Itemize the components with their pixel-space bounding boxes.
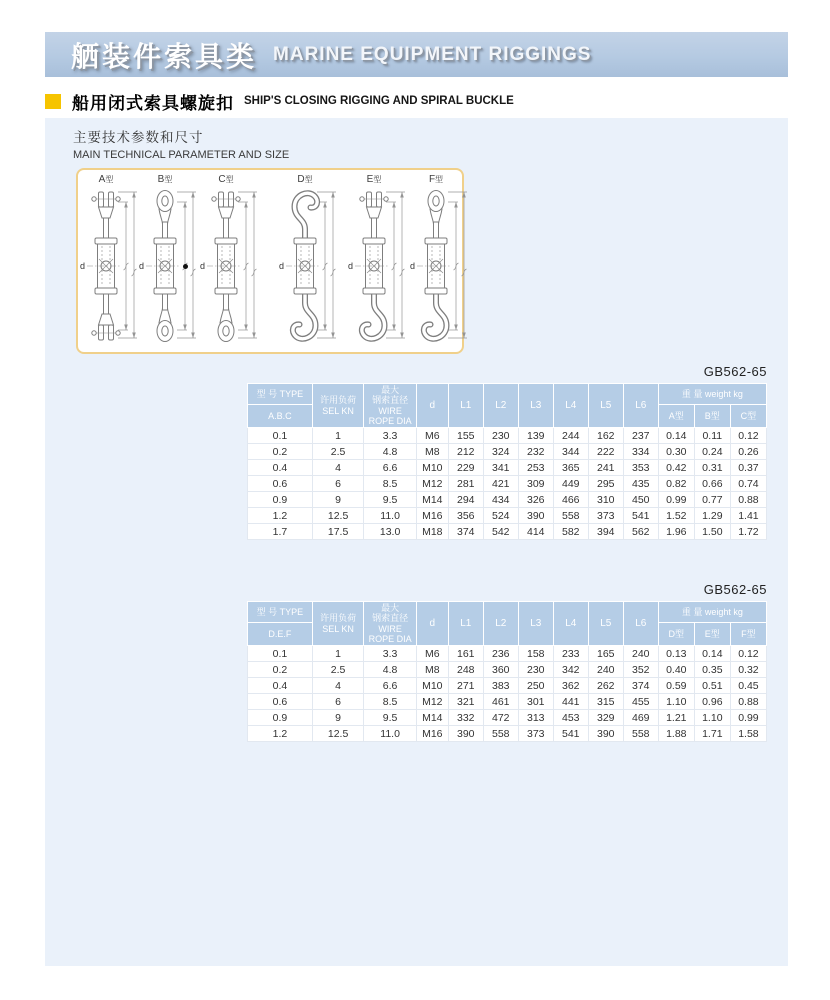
table-row	[248, 476, 767, 492]
table-cell: 383	[483, 678, 518, 694]
dimension-lines	[118, 192, 137, 338]
table-cell: 374	[448, 524, 483, 540]
table-cell: 434	[483, 492, 518, 508]
table-cell: 1	[312, 646, 363, 662]
col-header-weight: 重 量 weight kg	[658, 602, 766, 623]
table-cell: 582	[553, 524, 588, 540]
col-header-l3: L3	[518, 602, 553, 646]
table-cell: 1	[312, 428, 363, 444]
table-cell: 390	[448, 726, 483, 742]
svg-text:d: d	[279, 261, 285, 271]
table-cell: 0.74	[730, 476, 766, 492]
table-cell: 1.7	[248, 524, 313, 540]
yellow-square-icon	[45, 94, 61, 109]
content-panel	[45, 118, 788, 966]
table-cell: 2.5	[312, 662, 363, 678]
table-row	[248, 444, 767, 460]
col-header-weight-sub-2: F型	[730, 622, 766, 646]
col-header-l3: L3	[518, 384, 553, 428]
table-cell: 0.24	[694, 444, 730, 460]
table-cell: 362	[553, 678, 588, 694]
table-cell: 4	[312, 678, 363, 694]
table-cell: 0.35	[694, 662, 730, 678]
svg-text:d: d	[348, 261, 354, 271]
table-cell: 352	[623, 662, 658, 678]
table-cell: 240	[623, 646, 658, 662]
col-header-type: 型 号 TYPE	[248, 384, 313, 405]
banner-title-en: MARINE EQUIPMENT RIGGINGS	[273, 43, 592, 65]
table-cell: 1.88	[658, 726, 694, 742]
table-cell: 334	[623, 444, 658, 460]
turnbuckle-figure-d	[279, 174, 339, 346]
figure-label: A型	[98, 174, 114, 185]
params-heading-zh: 主要技术参数和尺寸	[73, 130, 204, 145]
table-row	[248, 508, 767, 524]
table-cell: 1.52	[658, 508, 694, 524]
col-header-weight-sub-0: D型	[658, 622, 694, 646]
col-header-weight-sub-2: C型	[730, 404, 766, 428]
table-cell: M8	[416, 662, 448, 678]
table-cell: 0.32	[730, 662, 766, 678]
table-cell: 241	[588, 460, 623, 476]
table-cell: 353	[623, 460, 658, 476]
table-cell: 1.2	[248, 508, 313, 524]
table-cell: 0.14	[694, 646, 730, 662]
dimension-lines	[238, 192, 257, 338]
table-row	[248, 726, 767, 742]
table-cell: 232	[518, 444, 553, 460]
table-cell: 0.12	[730, 428, 766, 444]
table-cell: 294	[448, 492, 483, 508]
table-cell: 237	[623, 428, 658, 444]
table-cell: 230	[483, 428, 518, 444]
table-cell: 11.0	[364, 508, 417, 524]
table-cell: 524	[483, 508, 518, 524]
ink-dot	[183, 264, 188, 269]
table-cell: 230	[518, 662, 553, 678]
table-row	[248, 678, 767, 694]
table-cell: M8	[416, 444, 448, 460]
col-header-d: d	[416, 602, 448, 646]
table-cell: 17.5	[312, 524, 363, 540]
table-cell: 0.1	[248, 428, 313, 444]
table-cell: 394	[588, 524, 623, 540]
table-cell: 240	[588, 662, 623, 678]
table-cell: 332	[448, 710, 483, 726]
table-cell: 244	[553, 428, 588, 444]
table-cell: 165	[588, 646, 623, 662]
table-cell: 1.21	[658, 710, 694, 726]
dimension-lines	[386, 192, 405, 338]
params-heading-en: MAIN TECHNICAL PARAMETER AND SIZE	[73, 149, 290, 161]
table-cell: 9.5	[364, 710, 417, 726]
col-header-wire-dia: 最大 钢索直径 WIRE ROPE DIA	[364, 384, 417, 428]
technical-drawing-box	[76, 168, 464, 354]
col-header-l2: L2	[483, 384, 518, 428]
table-cell: M14	[416, 710, 448, 726]
table-cell: 162	[588, 428, 623, 444]
table-cell: 1.10	[658, 694, 694, 710]
table-cell: 1.41	[730, 508, 766, 524]
table-row	[248, 694, 767, 710]
table-cell: 373	[518, 726, 553, 742]
table-cell: 356	[448, 508, 483, 524]
svg-text:d: d	[80, 261, 86, 271]
figure-label: C型	[218, 174, 234, 185]
table-cell: 541	[553, 726, 588, 742]
table-cell: 1.71	[694, 726, 730, 742]
col-header-weight-sub-1: B型	[694, 404, 730, 428]
table-cell: 236	[483, 646, 518, 662]
table-row	[248, 662, 767, 678]
figure-label: D型	[297, 174, 313, 185]
table-cell: 441	[553, 694, 588, 710]
dimension-lines	[317, 192, 336, 338]
table-cell: 9.5	[364, 492, 417, 508]
table-cell: 453	[553, 710, 588, 726]
table-cell: 341	[483, 460, 518, 476]
table-cell: 6	[312, 694, 363, 710]
col-header-l5: L5	[588, 384, 623, 428]
table-cell: 0.1	[248, 646, 313, 662]
table-cell: 229	[448, 460, 483, 476]
figure-label: F型	[428, 174, 444, 185]
table-cell: 326	[518, 492, 553, 508]
table-cell: 558	[623, 726, 658, 742]
svg-text:d: d	[410, 261, 416, 271]
col-header-type-sub: D.E.F	[248, 622, 313, 646]
table-cell: 0.30	[658, 444, 694, 460]
table-cell: 0.45	[730, 678, 766, 694]
turnbuckle-figure-e	[348, 174, 408, 346]
table-cell: 11.0	[364, 726, 417, 742]
table-cell: 0.51	[694, 678, 730, 694]
col-header-wire-dia: 最大 钢索直径 WIRE ROPE DIA	[364, 602, 417, 646]
turnbuckle-drawing	[410, 186, 470, 346]
table-cell: 6	[312, 476, 363, 492]
col-header-l4: L4	[553, 602, 588, 646]
table-cell: 222	[588, 444, 623, 460]
table-cell: 360	[483, 662, 518, 678]
params-heading	[73, 126, 289, 161]
table-cell: 281	[448, 476, 483, 492]
svg-text:d: d	[200, 261, 206, 271]
section-title-zh: 船用闭式索具螺旋扣	[72, 93, 234, 113]
table-cell: 1.10	[694, 710, 730, 726]
table-cell: 161	[448, 646, 483, 662]
table-cell: 562	[623, 524, 658, 540]
table-cell: 449	[553, 476, 588, 492]
table-cell: 2.5	[312, 444, 363, 460]
section-header	[45, 91, 514, 111]
table-cell: 0.9	[248, 710, 313, 726]
table-cell: 0.31	[694, 460, 730, 476]
table-cell: M18	[416, 524, 448, 540]
svg-text:d: d	[139, 261, 145, 271]
table-cell: 8.5	[364, 694, 417, 710]
table-cell: 6.6	[364, 460, 417, 476]
table-cell: 0.42	[658, 460, 694, 476]
table-cell: 1.72	[730, 524, 766, 540]
table-cell: M6	[416, 646, 448, 662]
table-cell: 541	[623, 508, 658, 524]
table-cell: 0.40	[658, 662, 694, 678]
col-header-l6: L6	[623, 384, 658, 428]
col-header-d: d	[416, 384, 448, 428]
col-header-type-sub: A.B.C	[248, 404, 313, 428]
section-title-en: SHIP'S CLOSING RIGGING AND SPIRAL BUCKLE	[244, 95, 514, 107]
table-cell: 8.5	[364, 476, 417, 492]
table-cell: 4.8	[364, 662, 417, 678]
table-cell: 0.88	[730, 492, 766, 508]
table-cell: 155	[448, 428, 483, 444]
col-header-l1: L1	[448, 384, 483, 428]
table-cell: 0.77	[694, 492, 730, 508]
table-cell: 12.5	[312, 726, 363, 742]
table-row	[248, 492, 767, 508]
standard-code-abc: GB562-65	[703, 364, 767, 379]
table-row	[248, 428, 767, 444]
table-cell: 0.4	[248, 460, 313, 476]
table-cell: 0.88	[730, 694, 766, 710]
table-cell: M14	[416, 492, 448, 508]
table-cell: 3.3	[364, 428, 417, 444]
table-cell: 0.66	[694, 476, 730, 492]
table-cell: M10	[416, 460, 448, 476]
table-cell: 253	[518, 460, 553, 476]
table-cell: 466	[553, 492, 588, 508]
col-header-sel: 许用负荷 SEL KN	[312, 384, 363, 428]
table-cell: M16	[416, 726, 448, 742]
table-cell: 233	[553, 646, 588, 662]
table-cell: 301	[518, 694, 553, 710]
banner-title-zh: 舾装件索具类	[71, 40, 258, 72]
table-row	[248, 646, 767, 662]
col-header-sel: 许用负荷 SEL KN	[312, 602, 363, 646]
table-cell: 139	[518, 428, 553, 444]
table-cell: 329	[588, 710, 623, 726]
table-cell: 414	[518, 524, 553, 540]
table-cell: 558	[483, 726, 518, 742]
table-cell: 0.82	[658, 476, 694, 492]
table-cell: 271	[448, 678, 483, 694]
table-row	[248, 710, 767, 726]
table-cell: 12.5	[312, 508, 363, 524]
table-cell: 6.6	[364, 678, 417, 694]
table-cell: 0.13	[658, 646, 694, 662]
table-cell: 461	[483, 694, 518, 710]
table-cell: 0.2	[248, 662, 313, 678]
table-cell: 310	[588, 492, 623, 508]
table-cell: 0.6	[248, 476, 313, 492]
table-cell: 390	[588, 726, 623, 742]
table-cell: 450	[623, 492, 658, 508]
table-cell: 262	[588, 678, 623, 694]
table-row	[248, 524, 767, 540]
table-cell: M16	[416, 508, 448, 524]
table-cell: 0.99	[658, 492, 694, 508]
table-cell: 435	[623, 476, 658, 492]
table-cell: 1.50	[694, 524, 730, 540]
table-cell: 0.26	[730, 444, 766, 460]
table-cell: 421	[483, 476, 518, 492]
table-cell: 250	[518, 678, 553, 694]
table-cell: 0.37	[730, 460, 766, 476]
col-header-l6: L6	[623, 602, 658, 646]
table-cell: 558	[553, 508, 588, 524]
table-cell: 0.96	[694, 694, 730, 710]
table-cell: M6	[416, 428, 448, 444]
col-header-l5: L5	[588, 602, 623, 646]
table-cell: 1.29	[694, 508, 730, 524]
table-cell: 344	[553, 444, 588, 460]
table-cell: 0.2	[248, 444, 313, 460]
spec-table-def	[247, 601, 767, 742]
table-cell: 0.59	[658, 678, 694, 694]
table-cell: 0.11	[694, 428, 730, 444]
standard-code-def: GB562-65	[703, 582, 767, 597]
table-cell: 1.58	[730, 726, 766, 742]
table-cell: 0.6	[248, 694, 313, 710]
col-header-weight-sub-0: A型	[658, 404, 694, 428]
table-cell: 13.0	[364, 524, 417, 540]
table-cell: 4	[312, 460, 363, 476]
table-cell: 309	[518, 476, 553, 492]
table-cell: M12	[416, 476, 448, 492]
table-row	[248, 460, 767, 476]
col-header-weight: 重 量 weight kg	[658, 384, 766, 405]
table-cell: 248	[448, 662, 483, 678]
col-header-l2: L2	[483, 602, 518, 646]
turnbuckle-drawing	[139, 186, 199, 346]
turnbuckle-figure-b	[139, 174, 199, 346]
table-cell: 295	[588, 476, 623, 492]
col-header-l1: L1	[448, 602, 483, 646]
table-cell: 324	[483, 444, 518, 460]
table-cell: 365	[553, 460, 588, 476]
table-cell: 321	[448, 694, 483, 710]
table-cell: 542	[483, 524, 518, 540]
table-cell: M10	[416, 678, 448, 694]
figure-label: B型	[157, 174, 173, 185]
table-cell: 9	[312, 492, 363, 508]
table-cell: 342	[553, 662, 588, 678]
table-cell: 390	[518, 508, 553, 524]
col-header-type: 型 号 TYPE	[248, 602, 313, 623]
table-cell: 212	[448, 444, 483, 460]
dimension-lines	[448, 192, 467, 338]
table-cell: 0.99	[730, 710, 766, 726]
page-banner	[45, 32, 788, 77]
table-cell: 4.8	[364, 444, 417, 460]
table-cell: 0.12	[730, 646, 766, 662]
table-cell: 455	[623, 694, 658, 710]
table-cell: 158	[518, 646, 553, 662]
table-cell: 0.9	[248, 492, 313, 508]
turnbuckle-drawing	[200, 186, 260, 346]
col-header-weight-sub-1: E型	[694, 622, 730, 646]
turnbuckle-figure-a	[80, 174, 140, 346]
table-cell: M12	[416, 694, 448, 710]
table-cell: 3.3	[364, 646, 417, 662]
turnbuckle-figure-c	[200, 174, 260, 346]
table-cell: 472	[483, 710, 518, 726]
figure-label: E型	[366, 174, 382, 185]
table-cell: 0.4	[248, 678, 313, 694]
turnbuckle-drawing	[80, 186, 140, 346]
turnbuckle-drawing	[279, 186, 339, 346]
table-cell: 1.2	[248, 726, 313, 742]
table-cell: 315	[588, 694, 623, 710]
turnbuckle-drawing	[348, 186, 408, 346]
table-cell: 469	[623, 710, 658, 726]
table-cell: 374	[623, 678, 658, 694]
table-cell: 9	[312, 710, 363, 726]
col-header-l4: L4	[553, 384, 588, 428]
table-cell: 0.14	[658, 428, 694, 444]
table-cell: 373	[588, 508, 623, 524]
turnbuckle-figure-f	[410, 174, 470, 346]
table-cell: 313	[518, 710, 553, 726]
table-cell: 1.96	[658, 524, 694, 540]
spec-table-abc	[247, 383, 767, 540]
